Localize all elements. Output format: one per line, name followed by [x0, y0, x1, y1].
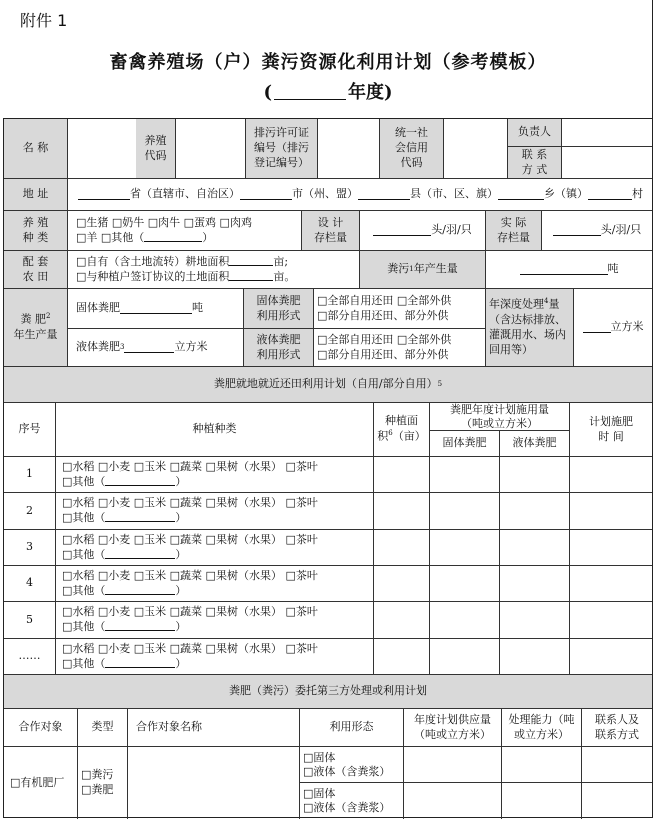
liquid-amount-2[interactable]: [500, 493, 570, 530]
farmland-agreement-unit: 亩。: [273, 269, 296, 283]
manure-label-b: 年生产量: [13, 327, 58, 341]
liquid-manure-unit: 立方米: [174, 340, 208, 354]
responsible-label: 负责人: [508, 119, 562, 147]
liquid-use-label: 液体粪肥 利用形式: [244, 329, 314, 367]
col-capacity-header: 处理能力（吨 或立方米）: [502, 709, 582, 747]
apply-time-6[interactable]: [570, 639, 652, 675]
crop-other-close: ）: [175, 547, 187, 561]
crop-options-4[interactable]: [56, 566, 374, 602]
use-form-options-1[interactable]: □固体 □液体（含粪浆）: [300, 747, 404, 783]
deep-treatment-value[interactable]: [574, 289, 652, 367]
deep-treatment-label-a: 年深度处理: [489, 298, 544, 312]
actual-stock-value[interactable]: [542, 211, 652, 251]
manure-label-a: 粪 肥: [20, 312, 47, 326]
crop-line1: □水稻 □小麦 □玉米 □蔬菜 □果树（水果） □茶叶: [62, 459, 318, 473]
section1-title: [4, 367, 652, 403]
area-value-1[interactable]: [374, 457, 430, 493]
solid-amount-5[interactable]: [430, 602, 500, 639]
solid-amount-1[interactable]: [430, 457, 500, 493]
partner-organic-fertilizer[interactable]: □有机肥厂: [4, 747, 78, 819]
manure-output-label-b: 年产生量: [413, 262, 458, 276]
col-apply-header: 粪肥年度计划施用量 （吨或立方米）: [430, 403, 570, 431]
actual-stock-unit: 头/羽/只: [600, 223, 642, 237]
farmland-own: □自有（含土地流转）耕地面积: [76, 254, 230, 268]
manure-output-label: [360, 251, 486, 289]
name-label: 名 称: [4, 119, 68, 179]
manure-output-label-a: 粪污: [387, 262, 410, 276]
liquid-amount-4[interactable]: [500, 566, 570, 602]
area-value-2[interactable]: [374, 493, 430, 530]
deep-treatment-label-b: 量（含达标排放、灌溉用水、场内回用等）: [489, 298, 566, 356]
crop-options-6[interactable]: [56, 639, 374, 675]
crop-line1: □水稻 □小麦 □玉米 □蔬菜 □果树（水果） □茶叶: [62, 532, 318, 546]
apply-time-3[interactable]: [570, 530, 652, 566]
plan-form-table: [3, 118, 653, 818]
area-value-5[interactable]: [374, 602, 430, 639]
col-supply-header: 年度计划供应量 （吨或立方米）: [404, 709, 502, 747]
crop-other-close: ）: [175, 511, 187, 524]
partner-name-value[interactable]: [128, 747, 300, 819]
deep-treatment-unit: 立方米: [610, 320, 644, 334]
apply-time-2[interactable]: [570, 493, 652, 530]
year-blank[interactable]: [274, 82, 346, 100]
solid-manure-label: 固体粪肥: [76, 301, 120, 315]
crop-line1: □水稻 □小麦 □玉米 □蔬菜 □果树（水果） □茶叶: [62, 605, 318, 619]
breed-options-line1: □生猪 □奶牛 □肉牛 □蛋鸡 □肉鸡: [76, 215, 252, 229]
col-contact-header: 联系人及 联系方式: [582, 709, 652, 747]
solid-use-options[interactable]: □全部自用还田 □全部外供 □部分自用还田、部分外供: [314, 289, 486, 329]
area-value-3[interactable]: [374, 530, 430, 566]
col-liquid-header: 液体粪肥: [500, 431, 570, 457]
liquid-use-options[interactable]: □全部自用还田 □全部外供 □部分自用还田、部分外供: [314, 329, 486, 367]
liquid-amount-6[interactable]: [500, 639, 570, 675]
crop-line1: □水稻 □小麦 □玉米 □蔬菜 □果树（水果） □茶叶: [62, 641, 318, 655]
footnote-5: 5: [437, 379, 443, 388]
col-area-header-b: 积: [377, 429, 389, 443]
crop-other-label: □其他（: [62, 474, 106, 488]
crop-other-close: ）: [175, 474, 187, 488]
area-value-6[interactable]: [374, 639, 430, 675]
use-form-options-2[interactable]: □固体 □液体（含粪浆）: [300, 783, 404, 819]
liquid-amount-1[interactable]: [500, 457, 570, 493]
manure-label: [4, 289, 68, 367]
footnote-1: 1: [409, 264, 414, 273]
crop-other-label: □其他（: [62, 547, 106, 561]
manure-output-unit: 吨: [607, 262, 619, 276]
address-village: 村: [632, 187, 643, 201]
page-title: 畜禽养殖场（户）粪污资源化利用计划（参考模板）: [109, 52, 547, 73]
breed-options-line2: □羊 □其他（: [76, 230, 145, 244]
crop-options-1[interactable]: [56, 457, 374, 493]
footnote-4: 4: [544, 297, 549, 306]
section2-title: 粪肥（粪污）委托第三方处理或利用计划: [4, 675, 652, 709]
address-town: 乡（镇）: [544, 187, 588, 201]
contact-value-1[interactable]: [582, 747, 652, 783]
col-area-header-c: （亩）: [392, 429, 426, 443]
contact-value-2[interactable]: [582, 783, 652, 819]
farmland-own-unit: 亩;: [273, 254, 289, 268]
farmland-agreement: □与种植户签订协议的土地面积: [76, 269, 230, 283]
col-area-header: [374, 403, 430, 457]
liquid-amount-3[interactable]: [500, 530, 570, 566]
solid-manure-value[interactable]: [68, 289, 244, 329]
apply-time-5[interactable]: [570, 602, 652, 639]
liquid-manure-label: 液体粪肥: [76, 340, 120, 354]
row-number-2: 2: [4, 493, 56, 530]
crop-other-label: □其他（: [62, 656, 106, 670]
crop-line1: □水稻 □小麦 □玉米 □蔬菜 □果树（水果） □茶叶: [62, 496, 318, 510]
row-number-5: 5: [4, 602, 56, 639]
crop-other-label: □其他（: [62, 620, 106, 633]
year-open: (: [263, 82, 272, 103]
crop-options-5[interactable]: [56, 602, 374, 639]
liquid-amount-5[interactable]: [500, 602, 570, 639]
apply-time-1[interactable]: [570, 457, 652, 493]
col-solid-header: 固体粪肥: [430, 431, 500, 457]
col-crop-header: 种植种类: [56, 403, 374, 457]
footnote-2: 2: [46, 312, 51, 321]
breed-other-close: ）: [202, 230, 214, 244]
liquid-manure-value[interactable]: [68, 329, 244, 367]
breed-options[interactable]: [68, 211, 302, 251]
address-city: 市（州、盟）: [292, 187, 358, 201]
area-value-4[interactable]: [374, 566, 430, 602]
col-no-header: 序号: [4, 403, 56, 457]
row-number-1: 1: [4, 457, 56, 493]
solid-manure-unit: 吨: [192, 301, 203, 315]
crop-other-label: □其他（: [62, 583, 106, 597]
row-number-4: 4: [4, 566, 56, 602]
col-type-header: 类型: [78, 709, 128, 747]
attachment-label: 附件 1: [20, 11, 68, 30]
crop-options-2[interactable]: [56, 493, 374, 530]
supply-value-2[interactable]: [404, 783, 502, 819]
col-name-header: 合作对象名称: [128, 709, 300, 747]
solid-amount-4[interactable]: [430, 566, 500, 602]
design-capacity-label: 设 计 存栏量: [302, 211, 360, 251]
farmland-label: 配 套 农 田: [4, 251, 68, 289]
year-close: 年度): [348, 82, 393, 103]
address-label: 地 址: [4, 179, 68, 211]
solid-use-label: 固体粪肥 利用形式: [244, 289, 314, 329]
capacity-value-1[interactable]: [502, 747, 582, 783]
responsible-value[interactable]: [562, 119, 652, 147]
crop-options-3[interactable]: [56, 530, 374, 566]
supply-value-1[interactable]: [404, 747, 502, 783]
col-form-header: 利用形态: [300, 709, 404, 747]
partner-type-options[interactable]: □粪污 □粪肥: [78, 747, 128, 819]
col-partner-header: 合作对象: [4, 709, 78, 747]
footnote-6: 6: [388, 429, 393, 438]
capacity-value-2[interactable]: [502, 783, 582, 819]
col-area-header-a: 种植面: [385, 414, 418, 428]
apply-time-4[interactable]: [570, 566, 652, 602]
crop-other-close: ）: [175, 583, 187, 597]
manure-output-value[interactable]: [486, 251, 652, 289]
breed-code-value[interactable]: [176, 119, 246, 179]
permit-value[interactable]: [318, 119, 380, 179]
deep-treatment-label: [486, 289, 574, 367]
breed-code-label: 养殖 代码: [136, 119, 176, 179]
address-province: 省（直辖市、自治区）: [130, 187, 240, 201]
row-number-3: 3: [4, 530, 56, 566]
design-capacity-value[interactable]: [360, 211, 486, 251]
solid-amount-2[interactable]: [430, 493, 500, 530]
breed-label: 养 殖 种 类: [4, 211, 68, 251]
year-line: [0, 78, 656, 104]
actual-stock-label: 实 际 存栏量: [486, 211, 542, 251]
crop-line1: □水稻 □小麦 □玉米 □蔬菜 □果树（水果） □茶叶: [62, 568, 318, 582]
solid-amount-6[interactable]: [430, 639, 500, 675]
design-capacity-unit: 头/羽/只: [431, 223, 472, 237]
crop-other-close: ）: [175, 620, 187, 633]
contact-value[interactable]: [562, 147, 652, 179]
section1-title-text: 粪肥就地就近还田利用计划（自用/部分自用）: [213, 377, 438, 391]
crop-other-close: ）: [175, 656, 187, 670]
row-number-6: ……: [4, 639, 56, 675]
address-county: 县（市、区、旗）: [410, 187, 498, 201]
address-value[interactable]: [68, 179, 652, 211]
permit-label: 排污许可证 编号（排污 登记编号）: [246, 119, 318, 179]
col-time-header: 计划施肥 时 间: [570, 403, 652, 457]
solid-amount-3[interactable]: [430, 530, 500, 566]
footnote-3: 3: [120, 342, 125, 351]
credit-code-value[interactable]: [444, 119, 508, 179]
page-right-border: [652, 0, 654, 118]
farmland-options[interactable]: [68, 251, 360, 289]
contact-label: 联 系 方 式: [508, 147, 562, 179]
credit-code-label: 统一社 会信用 代码: [380, 119, 444, 179]
crop-other-label: □其他（: [62, 511, 106, 524]
name-value[interactable]: [68, 119, 136, 179]
